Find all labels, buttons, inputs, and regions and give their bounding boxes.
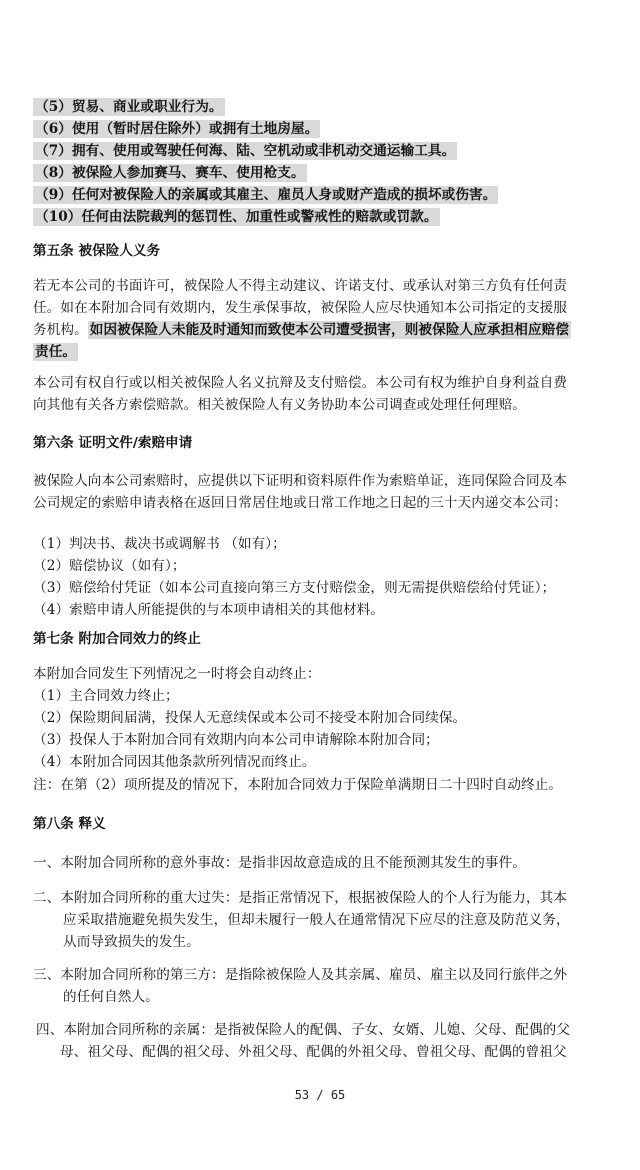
list-item: （7）拥有、使用或驾驶任何海、陆、空机动或非机动交通运输工具。 [35,143,456,159]
list-item: （8）被保险人参加赛马、赛车、使用枪支。 [35,165,305,181]
definition-4 [36,1019,616,1063]
article7-body [33,663,613,773]
article5-paragraph1 [33,275,613,363]
list-item: （6）使用（暂时居住除外）或拥有土地房屋。 [35,121,319,137]
list-item: （9）任何对被保险人的亲属或其雇主、雇员人身或财产造成的损坏或伤害。 [35,187,497,203]
paragraph-line: 任。如在本附加合同有效期内，发生承保事故，被保险人应尽快通知本公司指定的支援服 [33,300,568,316]
article5-heading: 第五条 被保险人义务 [33,243,161,259]
list-item: （1）判决书、裁决书或调解书 （如有）； [33,536,286,552]
paragraph-line: 四、本附加合同所称的亲属：是指被保险人的配偶、子女、女婿、儿媳、父母、配偶的父 [36,1022,571,1038]
paragraph-line: 三、本附加合同所称的第三方：是指除被保险人及其亲属、雇员、雇主以及同行旅伴之外 [33,967,568,983]
list-item: （1）主合同效力终止； [33,688,179,704]
paragraph-line: 若无本公司的书面许可，被保险人不得主动建议、许诺支付、或承认对第三方负有任何责 [33,278,568,294]
paragraph-line: 责任。 [35,344,77,360]
list-item: （3）赔偿给付凭证（如本公司直接向第三方支付赔偿金，则无需提供赔偿给付凭证）； [33,580,556,596]
list-item: （5）贸易、商业或职业行为。 [35,99,223,115]
paragraph-line: 母、祖父母、配偶的祖父母、外祖父母、配偶的外祖父母、曾祖父母、配偶的曾祖父 [60,1044,567,1060]
paragraph-line: 被保险人向本公司索赔时，应提供以下证明和资料原件作为索赔单证，连同保险合同及本 [33,473,568,489]
paragraph-line: 向其他有关各方索偿赔款。相关被保险人有义务协助本公司调查或处理任何理赔。 [33,397,526,413]
list-item: （3）投保人于本附加合同有效期内向本公司申请解除本附加合同； [33,732,439,748]
article7-note [33,774,613,796]
definition-3 [33,964,613,1008]
list-item: （10）任何由法院裁判的惩罚性、加重性或警戒性的赔款或罚款。 [35,209,438,225]
list-item: （2）赔偿协议（如有）； [33,558,186,574]
article7-heading: 第七条 附加合同效力的终止 [33,631,201,647]
list-item: （4）索赔申请人所能提供的与本项申请相关的其他材料。 [33,602,385,618]
paragraph-line: 一、本附加合同所称的意外事故：是指非因故意造成的且不能预测其发生的事件。 [33,855,526,871]
article5-paragraph2 [33,372,613,416]
page-number: 53 / 65 [294,1088,346,1102]
paragraph-line: 二、本附加合同所称的重大过失：是指正常情况下，根据被保险人的个人行为能力，其本 [33,890,568,906]
list-item: （4）本附加合同因其他条款所列情况而终止。 [33,754,316,770]
paragraph-line: 务机构。 如因被保险人未能及时通知而致使本公司遭受损害，则被保险人应承担相应赔偿 [33,322,570,338]
article6-paragraph [33,470,613,514]
paragraph-line: 公司规定的索赔申请表格在返回日常居住地或日常工作地之日起的三十天内递交本公司： [33,495,568,511]
note-line: 注：在第（2）项所提及的情况下，本附加合同效力于保险单满期日二十四时自动终止。 [33,777,563,793]
article8-heading: 第八条 释义 [33,816,106,832]
paragraph-line: 从而导致损失的发生。 [63,934,200,950]
list-item: （2）保险期间届满，投保人无意续保或本公司不接受本附加合同续保。 [33,710,467,726]
paragraph-line: 的任何自然人。 [63,989,159,1005]
paragraph-line: 本公司有权自行或以相关被保险人名义抗辩及支付赔偿。本公司有权为维护自身利益自费 [33,375,568,391]
definition-1 [33,852,613,874]
paragraph-line: 本附加合同发生下列情况之一时将会自动终止： [33,666,321,682]
exclusions-list [33,96,613,228]
article6-heading: 第六条 证明文件/索赔申请 [33,435,193,451]
paragraph-line: 应采取措施避免损失发生，但却未履行一般人在通常情况下应尽的注意及防范义务， [63,912,570,928]
article6-items [33,533,613,621]
definition-2 [33,887,613,953]
